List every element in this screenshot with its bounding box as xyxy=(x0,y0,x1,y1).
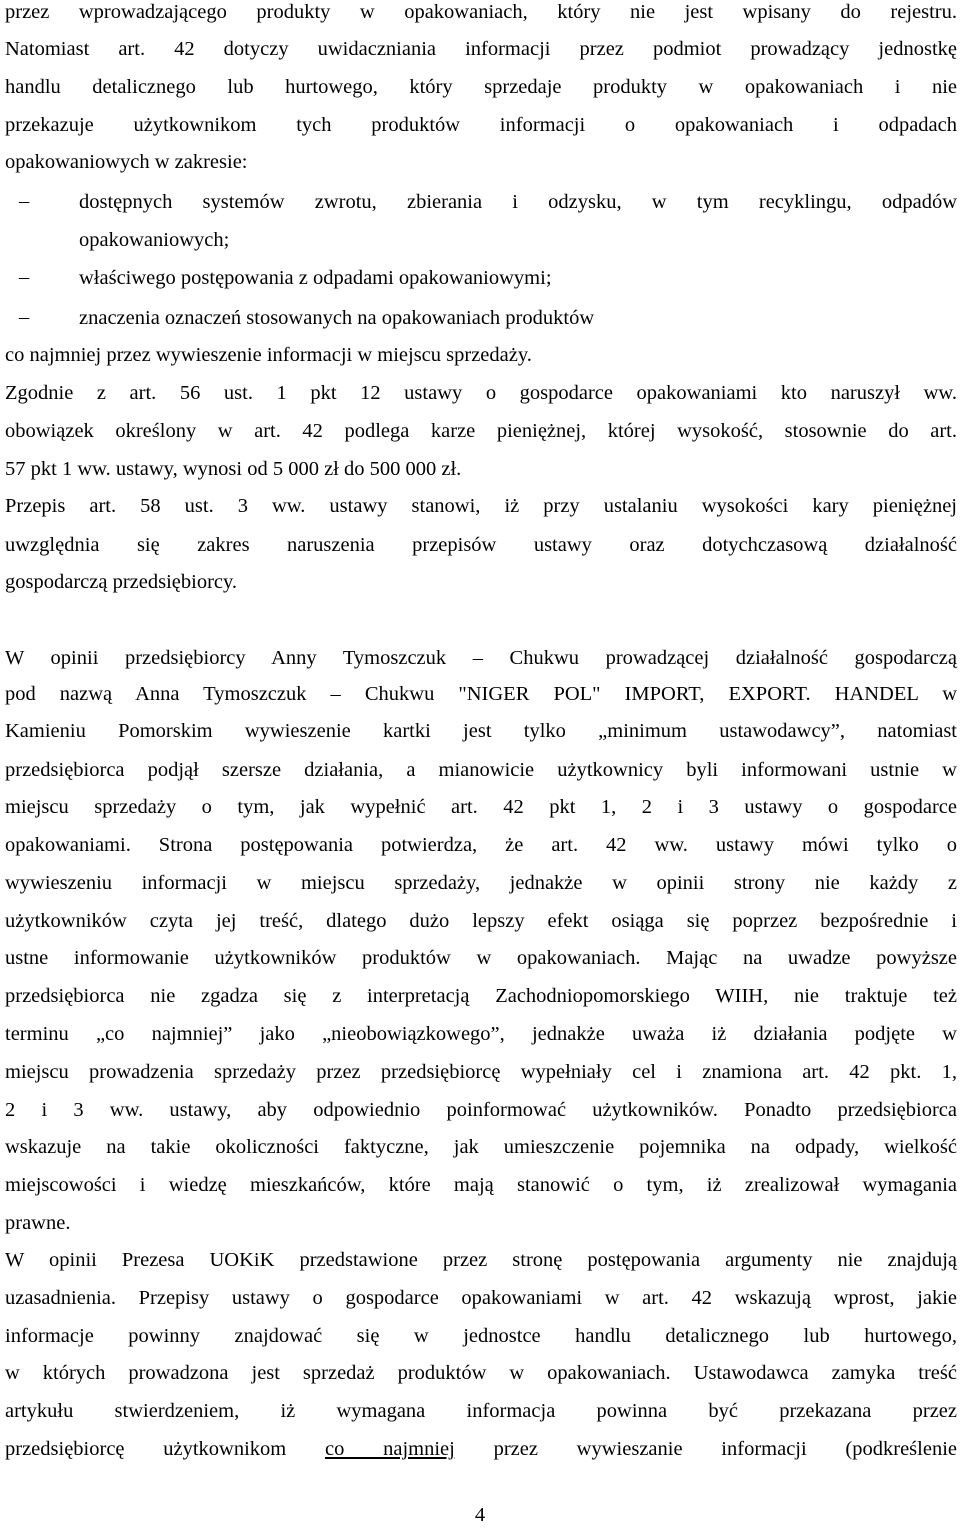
text-line: ustne informowanie użytkowników produktów w opakowaniach. Mając na uwadze powyższe xyxy=(5,947,957,969)
text-line: przedsiębiorca podjął szersze działania, a mianowicie użytkownicy byli informowani ustnie w xyxy=(5,759,957,781)
list-item: właściwego postępowania z odpadami opakowaniowymi; xyxy=(79,267,552,289)
text-line: terminu „co najmniej” jako „nieobowiązkowego”, jednakże uważa iż działania podjęte w xyxy=(5,1023,957,1045)
text-line: wywieszeniu informacji w miejscu sprzedaży, jednakże w opinii strony nie każdy z xyxy=(5,872,957,894)
text-line: miejscu sprzedaży o tym, jak wypełnić art. 42 pkt 1, 2 i 3 ustawy o gospodarce xyxy=(5,796,957,818)
text-line: miejscu prowadzenia sprzedaży przez przedsiębiorcę wypełniały cel i znamiona art. 42 pkt. 1, xyxy=(5,1061,957,1083)
text-line: Przepis art. 58 ust. 3 ww. ustawy stanowi, iż przy ustalaniu wysokości kary pieniężnej xyxy=(5,495,957,517)
list-item: znaczenia oznaczeń stosowanych na opakowaniach produktów xyxy=(79,307,595,329)
text-line: artykułu stwierdzeniem, iż wymagana informacja powinna być przekazana przez xyxy=(5,1400,957,1422)
text-line: pod nazwą Anna Tymoszczuk – Chukwu "NIGER POL" IMPORT, EXPORT. HANDEL w xyxy=(5,683,957,705)
text-line: Zgodnie z art. 56 ust. 1 pkt 12 ustawy o gospodarce opakowaniami kto naruszył ww. xyxy=(5,382,957,404)
text-line: opakowaniowych w zakresie: xyxy=(5,151,248,173)
text-line: przedsiębiorca nie zgadza się z interpretacją Zachodniopomorskiego WIIH, nie traktuje też xyxy=(5,985,957,1007)
underlined-text: co najmniej xyxy=(325,1438,455,1460)
text-segment: przez wywieszanie informacji (podkreślenie xyxy=(454,1438,957,1460)
text-line xyxy=(5,1434,957,1464)
text-line: gospodarczą przedsiębiorcy. xyxy=(5,571,238,593)
text-line: Kamieniu Pomorskim wywieszenie kartki jest tylko „minimum ustawodawcy”, natomiast xyxy=(5,720,957,742)
list-item: dostępnych systemów zwrotu, zbierania i odzysku, w tym recyklingu, odpadów xyxy=(79,191,957,213)
text-line: 2 i 3 ww. ustawy, aby odpowiednio poinformować użytkowników. Ponadto przedsiębiorca xyxy=(5,1099,957,1121)
text-line: handlu detalicznego lub hurtowego, który sprzedaje produkty w opakowaniach i nie xyxy=(5,76,957,98)
text-line: przez wprowadzającego produkty w opakowaniach, który nie jest wpisany do rejestru. xyxy=(5,1,957,23)
text-line: Natomiast art. 42 dotyczy uwidaczniania informacji przez podmiot prowadzący jednostkę xyxy=(5,38,957,60)
list-dash: – xyxy=(19,266,30,288)
text-line: przekazuje użytkownikom tych produktów informacji o opakowaniach i odpadach xyxy=(5,114,957,136)
text-line: co najmniej przez wywieszenie informacji w miejscu sprzedaży. xyxy=(5,344,532,366)
page-number: 4 xyxy=(474,1504,486,1526)
text-line: informacje powinny znajdować się w jednostce handlu detalicznego lub hurtowego, xyxy=(5,1325,957,1347)
list-dash: – xyxy=(19,306,30,328)
text-line: prawne. xyxy=(5,1212,71,1234)
text-line: obowiązek określony w art. 42 podlega karze pieniężnej, której wysokość, stosownie do art. xyxy=(5,420,957,442)
list-item-continuation: opakowaniowych; xyxy=(79,229,230,251)
text-line: W opinii przedsiębiorcy Anny Tymoszczuk – Chukwu prowadzącej działalność gospodarczą xyxy=(5,647,957,669)
text-line: uzasadnienia. Przepisy ustawy o gospodarce opakowaniami w art. 42 wskazują wprost, jakie xyxy=(5,1287,957,1309)
text-line: miejscowości i wiedzę mieszkańców, które mają stanowić o tym, iż zrealizował wymagania xyxy=(5,1174,957,1196)
text-line: uwzględnia się zakres naruszenia przepisów ustawy oraz dotychczasową działalność xyxy=(5,534,957,556)
text-segment: przedsiębiorcę użytkownikom xyxy=(5,1438,325,1460)
text-line: opakowaniami. Strona postępowania potwierdza, że art. 42 ww. ustawy mówi tylko o xyxy=(5,834,957,856)
text-line: użytkowników czyta jej treść, dlatego dużo lepszy efekt osiąga się poprzez bezpośrednie i xyxy=(5,910,957,932)
list-dash: – xyxy=(19,190,30,212)
text-line: w których prowadzona jest sprzedaż produktów w opakowaniach. Ustawodawca zamyka treść xyxy=(5,1362,957,1384)
text-line: wskazuje na takie okoliczności faktyczne, jak umieszczenie pojemnika na odpady, wielkość xyxy=(5,1136,957,1158)
text-line: 57 pkt 1 ww. ustawy, wynosi od 5 000 zł do 500 000 zł. xyxy=(5,458,462,480)
text-line: W opinii Prezesa UOKiK przedstawione przez stronę postępowania argumenty nie znajdują xyxy=(5,1249,957,1271)
